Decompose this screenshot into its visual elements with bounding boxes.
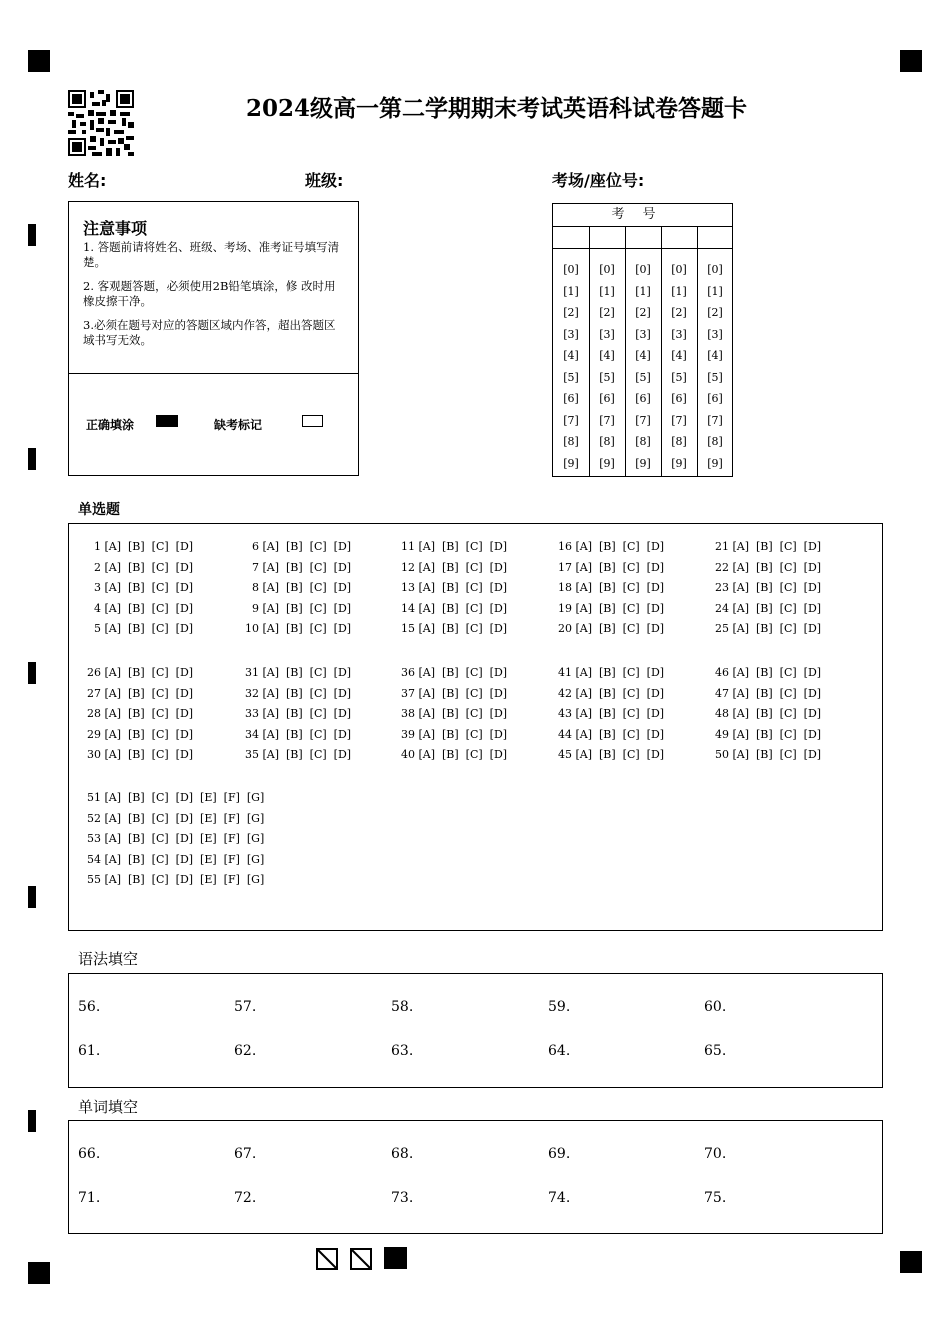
name-label: 姓名: — [68, 171, 107, 190]
exam-digit-bubble[interactable]: [4] — [563, 349, 579, 362]
exam-digit-bubble[interactable]: [3] — [707, 327, 723, 341]
question-8-options[interactable]: 8 [A] [B] [C] [D] — [245, 581, 352, 594]
exam-digit-bubble[interactable]: [2] — [707, 306, 723, 319]
side-mark — [28, 448, 36, 470]
exam-digit-bubble[interactable]: [7] — [635, 413, 651, 427]
notes-title: 注意事项 — [83, 219, 148, 238]
exam-digit-bubble[interactable]: [4] — [635, 349, 651, 362]
corner-mark-bottom-right — [900, 1251, 922, 1273]
word-blank-74[interactable]: 74. — [548, 1190, 571, 1206]
exam-digit-column — [589, 259, 625, 474]
exam-digit-bubble[interactable]: [0] — [707, 263, 723, 276]
exam-digit-bubble[interactable]: [9] — [635, 456, 651, 470]
word-blank-71[interactable]: 71. — [78, 1190, 101, 1206]
exam-digit-bubble[interactable]: [0] — [599, 263, 615, 276]
exam-digit-bubble[interactable]: [2] — [635, 306, 651, 319]
absent-checkbox[interactable] — [302, 415, 323, 427]
question-34-options[interactable]: 34 [A] [B] [C] [D] — [245, 727, 352, 741]
exam-digit-bubble[interactable]: [2] — [599, 306, 615, 319]
word-blank-68[interactable]: 68. — [391, 1146, 414, 1162]
bottom-mark-slash-icon — [350, 1248, 372, 1270]
exam-digit-bubble[interactable]: [3] — [563, 327, 579, 341]
grammar-blank-57[interactable]: 57. — [234, 999, 257, 1015]
note-item: 2. 客观题答题，必须使用2B铅笔填涂，修 改时用橡皮擦干净。 — [83, 279, 336, 308]
grammar-blank-60[interactable]: 60. — [704, 999, 727, 1015]
exam-digit-bubble[interactable]: [4] — [599, 349, 615, 362]
qr-code-icon — [68, 90, 134, 156]
exam-digit-bubble[interactable]: [6] — [635, 392, 651, 405]
question-27-options[interactable]: 27 [A] [B] [C] [D] — [87, 686, 194, 700]
exam-digit-bubble[interactable]: [6] — [707, 392, 723, 405]
word-blank-70[interactable]: 70. — [704, 1146, 727, 1162]
question-24-options[interactable]: 24 [A] [B] [C] [D] — [715, 601, 822, 615]
question-14-options[interactable]: 14 [A] [B] [C] [D] — [401, 601, 508, 615]
grammar-blank-65[interactable]: 65. — [704, 1043, 727, 1059]
question-15-options[interactable]: 15 [A] [B] [C] [D] — [401, 622, 508, 635]
question-43-options[interactable]: 43 [A] [B] [C] [D] — [558, 707, 665, 720]
word-blank-75[interactable]: 75. — [704, 1190, 727, 1206]
exam-digit-bubble[interactable]: [8] — [563, 435, 579, 448]
question-21-options[interactable]: 21 [A] [B] [C] [D] — [715, 540, 822, 553]
exam-digit-bubble[interactable]: [3] — [599, 327, 615, 341]
exam-digit-bubble[interactable]: [4] — [671, 349, 687, 362]
question-17-options[interactable]: 17 [A] [B] [C] [D] — [558, 560, 665, 574]
word-blank-72[interactable]: 72. — [234, 1190, 257, 1206]
exam-digit-bubble[interactable]: [1] — [671, 284, 687, 298]
exam-digit-bubble[interactable]: [1] — [635, 284, 651, 298]
bottom-mark-filled — [384, 1247, 407, 1269]
side-mark — [28, 886, 36, 908]
question-4-options[interactable]: 4 [A] [B] [C] [D] — [87, 601, 194, 615]
question-2-options[interactable]: 2 [A] [B] [C] [D] — [87, 560, 194, 574]
grammar-fill-box — [68, 973, 883, 1088]
question-38-options[interactable]: 38 [A] [B] [C] [D] — [401, 707, 508, 720]
exam-digit-bubble[interactable]: [4] — [707, 349, 723, 362]
notes-divider — [69, 373, 358, 374]
exam-digit-bubble[interactable]: [5] — [599, 370, 615, 384]
grammar-blank-64[interactable]: 64. — [548, 1043, 571, 1059]
grammar-blank-62[interactable]: 62. — [234, 1043, 257, 1059]
exam-digit-bubble[interactable]: [9] — [671, 456, 687, 470]
word-fill-label: 单词填空 — [78, 1098, 139, 1116]
exam-number-header: 考号 — [553, 204, 732, 227]
exam-number-grid — [552, 203, 733, 477]
question-19-options[interactable]: 19 [A] [B] [C] [D] — [558, 601, 665, 615]
question-40-options[interactable]: 40 [A] [B] [C] [D] — [401, 748, 508, 761]
question-26-options[interactable]: 26 [A] [B] [C] [D] — [87, 666, 194, 679]
exam-digit-bubble[interactable]: [3] — [635, 327, 651, 341]
page-title: 2024级高一第二学期期末考试英语科试卷答题卡 — [246, 95, 748, 122]
question-39-options[interactable]: 39 [A] [B] [C] [D] — [401, 727, 508, 741]
question-25-options[interactable]: 25 [A] [B] [C] [D] — [715, 622, 822, 635]
exam-digit-bubble[interactable]: [5] — [671, 370, 687, 384]
word-blank-67[interactable]: 67. — [234, 1146, 257, 1162]
question-23-options[interactable]: 23 [A] [B] [C] [D] — [715, 581, 822, 594]
exam-digit-bubble[interactable]: [5] — [707, 370, 723, 384]
exam-digit-bubble[interactable]: [0] — [635, 263, 651, 276]
corner-mark-top-left — [28, 50, 50, 72]
note-item: 3.必须在题号对应的答题区域内作答，超出答题区域书写无效。 — [83, 318, 336, 347]
single-choice-box — [68, 523, 883, 931]
question-16-options[interactable]: 16 [A] [B] [C] [D] — [558, 540, 665, 553]
question-44-options[interactable]: 44 [A] [B] [C] [D] — [558, 727, 665, 741]
exam-digit-bubble[interactable]: [1] — [563, 284, 579, 298]
exam-digit-bubble[interactable]: [7] — [707, 413, 723, 427]
question-13-options[interactable]: 13 [A] [B] [C] [D] — [401, 581, 508, 594]
exam-digit-bubble[interactable]: [0] — [671, 263, 687, 276]
exam-digit-bubble[interactable]: [8] — [671, 435, 687, 448]
question-54-options[interactable]: 54 [A] [B] [C] [D] [E] [F] [G] — [87, 852, 265, 866]
corner-mark-bottom-left — [28, 1262, 50, 1284]
notes-box — [68, 201, 359, 476]
question-7-options[interactable]: 7 [A] [B] [C] [D] — [245, 560, 352, 574]
question-45-options[interactable]: 45 [A] [B] [C] [D] — [558, 748, 665, 761]
question-36-options[interactable]: 36 [A] [B] [C] [D] — [401, 666, 508, 679]
exam-digit-column — [553, 259, 589, 474]
note-item: 1. 答题前请将姓名、班级、考场、准考证号填写清楚。 — [83, 240, 340, 269]
question-3-options[interactable]: 3 [A] [B] [C] [D] — [87, 581, 194, 594]
word-blank-66[interactable]: 66. — [78, 1146, 101, 1162]
question-51-options[interactable]: 51 [A] [B] [C] [D] [E] [F] [G] — [87, 791, 265, 804]
exam-digit-bubble[interactable]: [6] — [599, 392, 615, 405]
exam-digit-bubble[interactable]: [6] — [671, 392, 687, 405]
exam-digit-bubble[interactable]: [5] — [563, 370, 579, 384]
exam-digit-column — [697, 259, 733, 474]
word-fill-box — [68, 1120, 883, 1234]
question-29-options[interactable]: 29 [A] [B] [C] [D] — [87, 727, 194, 741]
question-47-options[interactable]: 47 [A] [B] [C] [D] — [715, 686, 822, 700]
side-mark — [28, 662, 36, 684]
question-31-options[interactable]: 31 [A] [B] [C] [D] — [245, 666, 352, 679]
exam-digit-bubble[interactable]: [8] — [599, 435, 615, 448]
exam-digit-column — [661, 259, 697, 474]
question-50-options[interactable]: 50 [A] [B] [C] [D] — [715, 748, 822, 761]
class-label: 班级: — [305, 171, 344, 190]
grammar-blank-59[interactable]: 59. — [548, 999, 571, 1015]
question-46-options[interactable]: 46 [A] [B] [C] [D] — [715, 666, 822, 679]
question-48-options[interactable]: 48 [A] [B] [C] [D] — [715, 707, 822, 720]
exam-digit-bubble[interactable]: [1] — [599, 284, 615, 298]
question-6-options[interactable]: 6 [A] [B] [C] [D] — [245, 540, 352, 553]
exam-digit-bubble[interactable]: [7] — [599, 413, 615, 427]
question-12-options[interactable]: 12 [A] [B] [C] [D] — [401, 560, 508, 574]
exam-digit-bubble[interactable]: [2] — [671, 306, 687, 319]
question-28-options[interactable]: 28 [A] [B] [C] [D] — [87, 707, 194, 720]
exam-digit-bubble[interactable]: [0] — [563, 263, 579, 276]
exam-digit-bubble[interactable]: [5] — [635, 370, 651, 384]
exam-digit-bubble[interactable]: [9] — [599, 456, 615, 470]
question-35-options[interactable]: 35 [A] [B] [C] [D] — [245, 748, 352, 761]
exam-digit-bubble[interactable]: [9] — [563, 456, 579, 470]
question-42-options[interactable]: 42 [A] [B] [C] [D] — [558, 686, 665, 700]
exam-digit-bubble[interactable]: [8] — [707, 435, 723, 448]
question-52-options[interactable]: 52 [A] [B] [C] [D] [E] [F] [G] — [87, 811, 265, 825]
grammar-fill-label: 语法填空 — [78, 950, 139, 968]
bottom-mark-slash-icon — [316, 1248, 338, 1270]
question-1-options[interactable]: 1 [A] [B] [C] [D] — [87, 540, 194, 553]
question-18-options[interactable]: 18 [A] [B] [C] [D] — [558, 581, 665, 594]
question-49-options[interactable]: 49 [A] [B] [C] [D] — [715, 727, 822, 741]
question-41-options[interactable]: 41 [A] [B] [C] [D] — [558, 666, 665, 679]
question-10-options[interactable]: 10 [A] [B] [C] [D] — [245, 622, 352, 635]
exam-digit-bubble[interactable]: [9] — [707, 456, 723, 470]
exam-digit-bubble[interactable]: [2] — [563, 306, 579, 319]
single-choice-label: 单选题 — [78, 502, 120, 518]
exam-digit-bubble[interactable]: [3] — [671, 327, 687, 341]
exam-digit-bubble[interactable]: [8] — [635, 435, 651, 448]
question-20-options[interactable]: 20 [A] [B] [C] [D] — [558, 622, 665, 635]
question-30-options[interactable]: 30 [A] [B] [C] [D] — [87, 748, 194, 761]
question-37-options[interactable]: 37 [A] [B] [C] [D] — [401, 686, 508, 700]
exam-digit-bubble[interactable]: [7] — [563, 413, 579, 427]
question-5-options[interactable]: 5 [A] [B] [C] [D] — [87, 622, 194, 635]
question-9-options[interactable]: 9 [A] [B] [C] [D] — [245, 601, 352, 615]
grammar-blank-63[interactable]: 63. — [391, 1043, 414, 1059]
side-mark — [28, 224, 36, 246]
question-53-options[interactable]: 53 [A] [B] [C] [D] [E] [F] [G] — [87, 832, 265, 845]
exam-digit-column — [625, 259, 661, 474]
question-33-options[interactable]: 33 [A] [B] [C] [D] — [245, 707, 352, 720]
grammar-blank-61[interactable]: 61. — [78, 1043, 101, 1059]
exam-digit-bubble[interactable]: [1] — [707, 284, 723, 298]
question-32-options[interactable]: 32 [A] [B] [C] [D] — [245, 686, 352, 700]
corner-mark-top-right — [900, 50, 922, 72]
word-blank-69[interactable]: 69. — [548, 1146, 571, 1162]
exam-digit-bubble[interactable]: [7] — [671, 413, 687, 427]
side-mark — [28, 1110, 36, 1132]
correct-fill-sample — [156, 415, 178, 427]
grammar-blank-58[interactable]: 58. — [391, 999, 414, 1015]
seat-label: 考场/座位号: — [552, 171, 645, 190]
word-blank-73[interactable]: 73. — [391, 1190, 414, 1206]
grammar-blank-56[interactable]: 56. — [78, 999, 101, 1015]
exam-number-write-row — [553, 227, 732, 249]
question-22-options[interactable]: 22 [A] [B] [C] [D] — [715, 560, 822, 574]
correct-fill-label: 正确填涂 — [86, 418, 135, 432]
exam-digit-bubble[interactable]: [6] — [563, 392, 579, 405]
question-11-options[interactable]: 11 [A] [B] [C] [D] — [401, 540, 508, 553]
question-55-options[interactable]: 55 [A] [B] [C] [D] [E] [F] [G] — [87, 873, 265, 886]
absent-label: 缺考标记 — [214, 418, 263, 432]
